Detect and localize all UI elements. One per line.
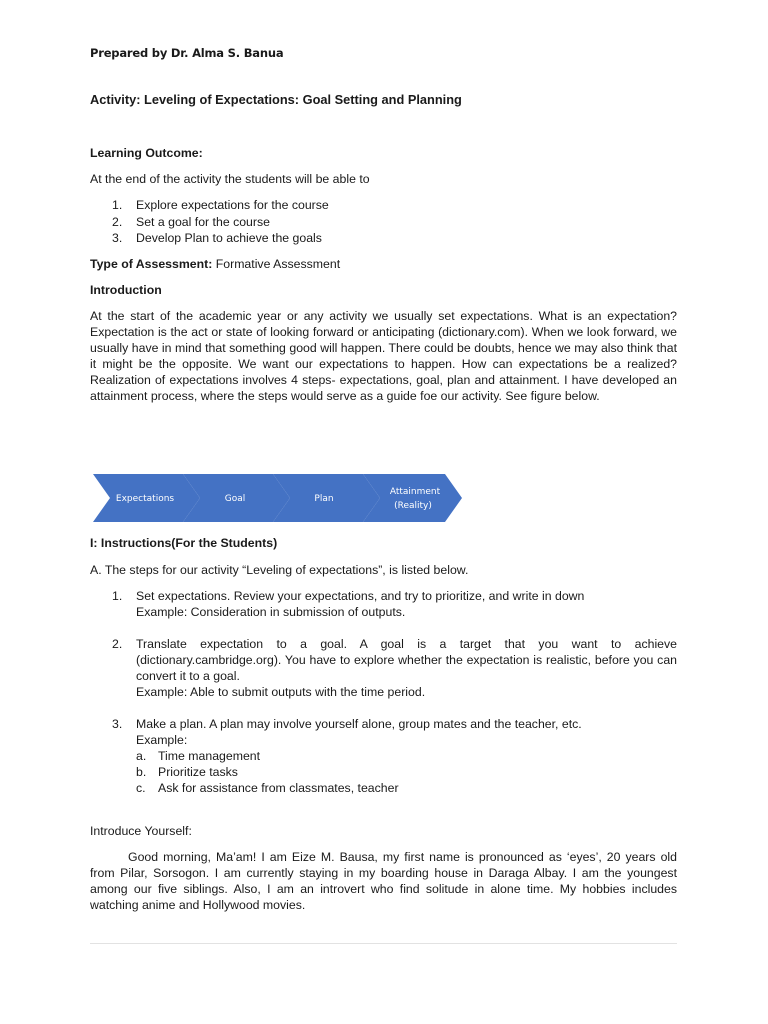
step-number: 2.	[112, 637, 123, 651]
introduction-heading: Introduction	[90, 283, 162, 297]
step-2	[90, 636, 677, 700]
sub-item	[136, 764, 677, 780]
step-number: 1.	[112, 589, 123, 603]
step-example: Example:	[136, 733, 188, 747]
attainment-process-svg	[93, 472, 465, 524]
prepared-by: Prepared by Dr. Alma S. Banua	[90, 46, 284, 60]
attainment-process-diagram	[93, 472, 465, 528]
step-number: 3.	[112, 717, 123, 731]
document-title: Activity: Leveling of Expectations: Goal Setting and Planning	[90, 92, 462, 107]
steps-intro: A. The steps for our activity “Leveling of expectations”, is listed below.	[90, 563, 469, 577]
list-item	[90, 230, 329, 247]
introduce-yourself-heading: Introduce Yourself:	[90, 824, 192, 838]
introduce-yourself-text	[90, 849, 677, 913]
chevron-label-reality: (Reality)	[394, 501, 432, 511]
chevron-label-expectations: Expectations	[115, 494, 175, 504]
sub-item	[136, 780, 677, 796]
list-item	[90, 214, 329, 231]
step-3	[90, 716, 677, 796]
list-number: 2.	[112, 214, 123, 229]
assessment-label: Type of Assessment:	[90, 257, 213, 271]
list-item-text: Explore expectations for the course	[136, 198, 329, 212]
introduction-paragraph: At the start of the academic year or any activity we usually set expectations. What is an expectation? Expectation is the act or state of looking forward or anticipating (dictionary.com). When we look forward, we usually have in mind that something good will happen. There could be doubts, hence we may also think that it might be the opposite. We want our expectations to happen. How can expectations be a realized? Realization of expectations involves 4 steps- expectations, goal, plan and attainment. I have developed an attainment process, where the steps would serve as a guide foe our activity. See figure below.	[90, 309, 677, 403]
list-item-text: Develop Plan to achieve the goals	[136, 231, 322, 245]
step-1	[90, 588, 677, 620]
sub-item-text: Ask for assistance from classmates, teacher	[158, 781, 399, 795]
sub-item-letter: a.	[136, 749, 147, 763]
step-text: Set expectations. Review your expectations, and try to prioritize, and write in down	[136, 589, 585, 603]
list-item	[90, 197, 329, 214]
step-text: Translate expectation to a goal. A goal is a target that you want to achieve (dictionary.cambridge.org). You have to explore whether the expectation is realistic, before you can convert it to a goal.	[136, 637, 677, 683]
sub-item-text: Prioritize tasks	[158, 765, 238, 779]
learning-outcome-list	[90, 197, 329, 247]
sub-item-text: Time management	[158, 749, 261, 763]
sub-item-letter: c.	[136, 781, 146, 795]
chevron-label-goal: Goal	[224, 494, 246, 504]
list-number: 3.	[112, 231, 123, 245]
step-example: Example: Able to submit outputs with the time period.	[136, 685, 426, 699]
sub-item	[136, 748, 677, 764]
step-example: Example: Consideration in submission of outputs.	[136, 605, 406, 619]
instructions-heading: I: Instructions(For the Students)	[90, 536, 278, 550]
learning-outcome-intro: At the end of the activity the students will be able to	[90, 172, 370, 186]
chevron-label-plan: Plan	[314, 494, 334, 504]
sub-item-letter: b.	[136, 765, 147, 779]
assessment-value: Formative Assessment	[212, 257, 341, 271]
learning-outcome-heading: Learning Outcome:	[90, 146, 203, 160]
page-divider	[90, 943, 677, 944]
chevron-label-attainment: Attainment	[389, 487, 441, 497]
step-text: Make a plan. A plan may involve yourself alone, group mates and the teacher, etc.	[136, 717, 582, 731]
list-number: 1.	[112, 198, 123, 212]
list-item-text: Set a goal for the course	[136, 214, 270, 229]
introduce-yourself-body: Good morning, Ma’am! I am Eize M. Bausa, my first name is pronounced as ‘eyes’, 20 years old from Pilar, Sorsogon. I am currently staying in my boarding house in Daraga Albay. I am the youngest among our five siblings. Also, I am an introvert who find solitude in alone time. My hobbies includes watching anime and Hollywood movies.	[90, 850, 677, 912]
assessment-line	[90, 256, 340, 272]
